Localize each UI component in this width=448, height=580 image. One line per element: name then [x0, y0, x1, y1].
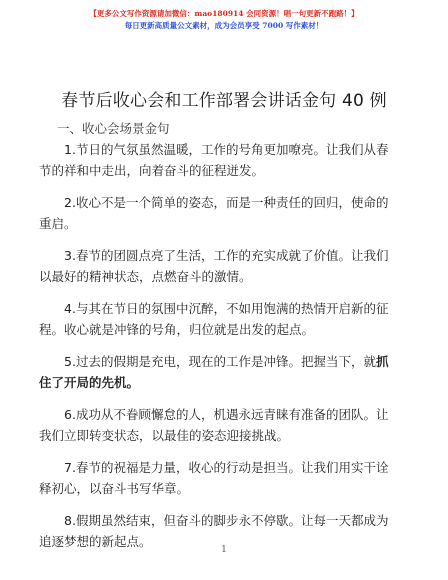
quote-item — [39, 298, 399, 340]
quote-number: 7. — [64, 460, 76, 475]
quote-number: 1. — [64, 142, 76, 157]
quote-item — [39, 404, 399, 446]
quote-number: 8. — [64, 513, 76, 528]
quote-number: 5. — [64, 354, 76, 369]
page-number: 1 — [221, 545, 227, 555]
quote-item — [39, 245, 399, 287]
quote-text: 与其在节日的氛围中沉醉，不如用饱满的热情开启新的征程。收心就是冲锋的号角，归位就是出发的起点。 — [39, 301, 389, 337]
quote-number: 6. — [64, 407, 76, 422]
promo-banner — [0, 8, 448, 32]
promo-banner-line1: 【更多公文写作资源请加微信：mao180914 会同资源！唱一句更新不跑路！】 — [89, 9, 359, 18]
quote-text: 节日的气氛虽然温暖，工作的号角更加嘹亮。让我们从春节的祥和中走出，向着奋斗的征程迸发。 — [39, 142, 389, 178]
quote-item — [39, 139, 399, 181]
quote-text: 过去的假期是充电，现在的工作是冲锋。把握当下，就 — [75, 354, 376, 369]
quote-item — [39, 351, 399, 393]
quote-text: 假期虽然结束，但奋斗的脚步永不停歇。让每一天都成为追逐梦想的新起点。 — [39, 513, 389, 549]
quote-item — [39, 457, 399, 499]
quote-text-bold: 抓住了开局的先机。 — [39, 354, 389, 390]
quote-text: 成功从不眷顾懈怠的人，机遇永远青睐有准备的团队。让我们立即转变状态，以最佳的姿态迎接挑战。 — [39, 407, 389, 443]
quote-text: 春节的团圆点亮了生活，工作的充实成就了价值。让我们以最好的精神状态，点燃奋斗的激情。 — [39, 248, 389, 284]
promo-banner-line2: 每日更新高质量公文素材，成为会员享受 7000 写作素材！ — [124, 21, 324, 30]
quote-text: 收心不是一个简单的姿态，而是一种责任的回归，使命的重启。 — [39, 195, 389, 231]
quote-item — [39, 192, 399, 234]
section-heading: 一、收心会场景金句 — [57, 121, 170, 136]
document-title: 春节后收心会和工作部署会讲话金句 40 例 — [61, 91, 387, 111]
quote-list — [39, 139, 399, 563]
quote-number: 2. — [64, 195, 76, 210]
quote-number: 4. — [64, 301, 76, 316]
quote-text: 春节的祝福是力量，收心的行动是担当。让我们用实干诠释初心，以奋斗书写华章。 — [39, 460, 389, 496]
quote-number: 3. — [64, 248, 76, 263]
